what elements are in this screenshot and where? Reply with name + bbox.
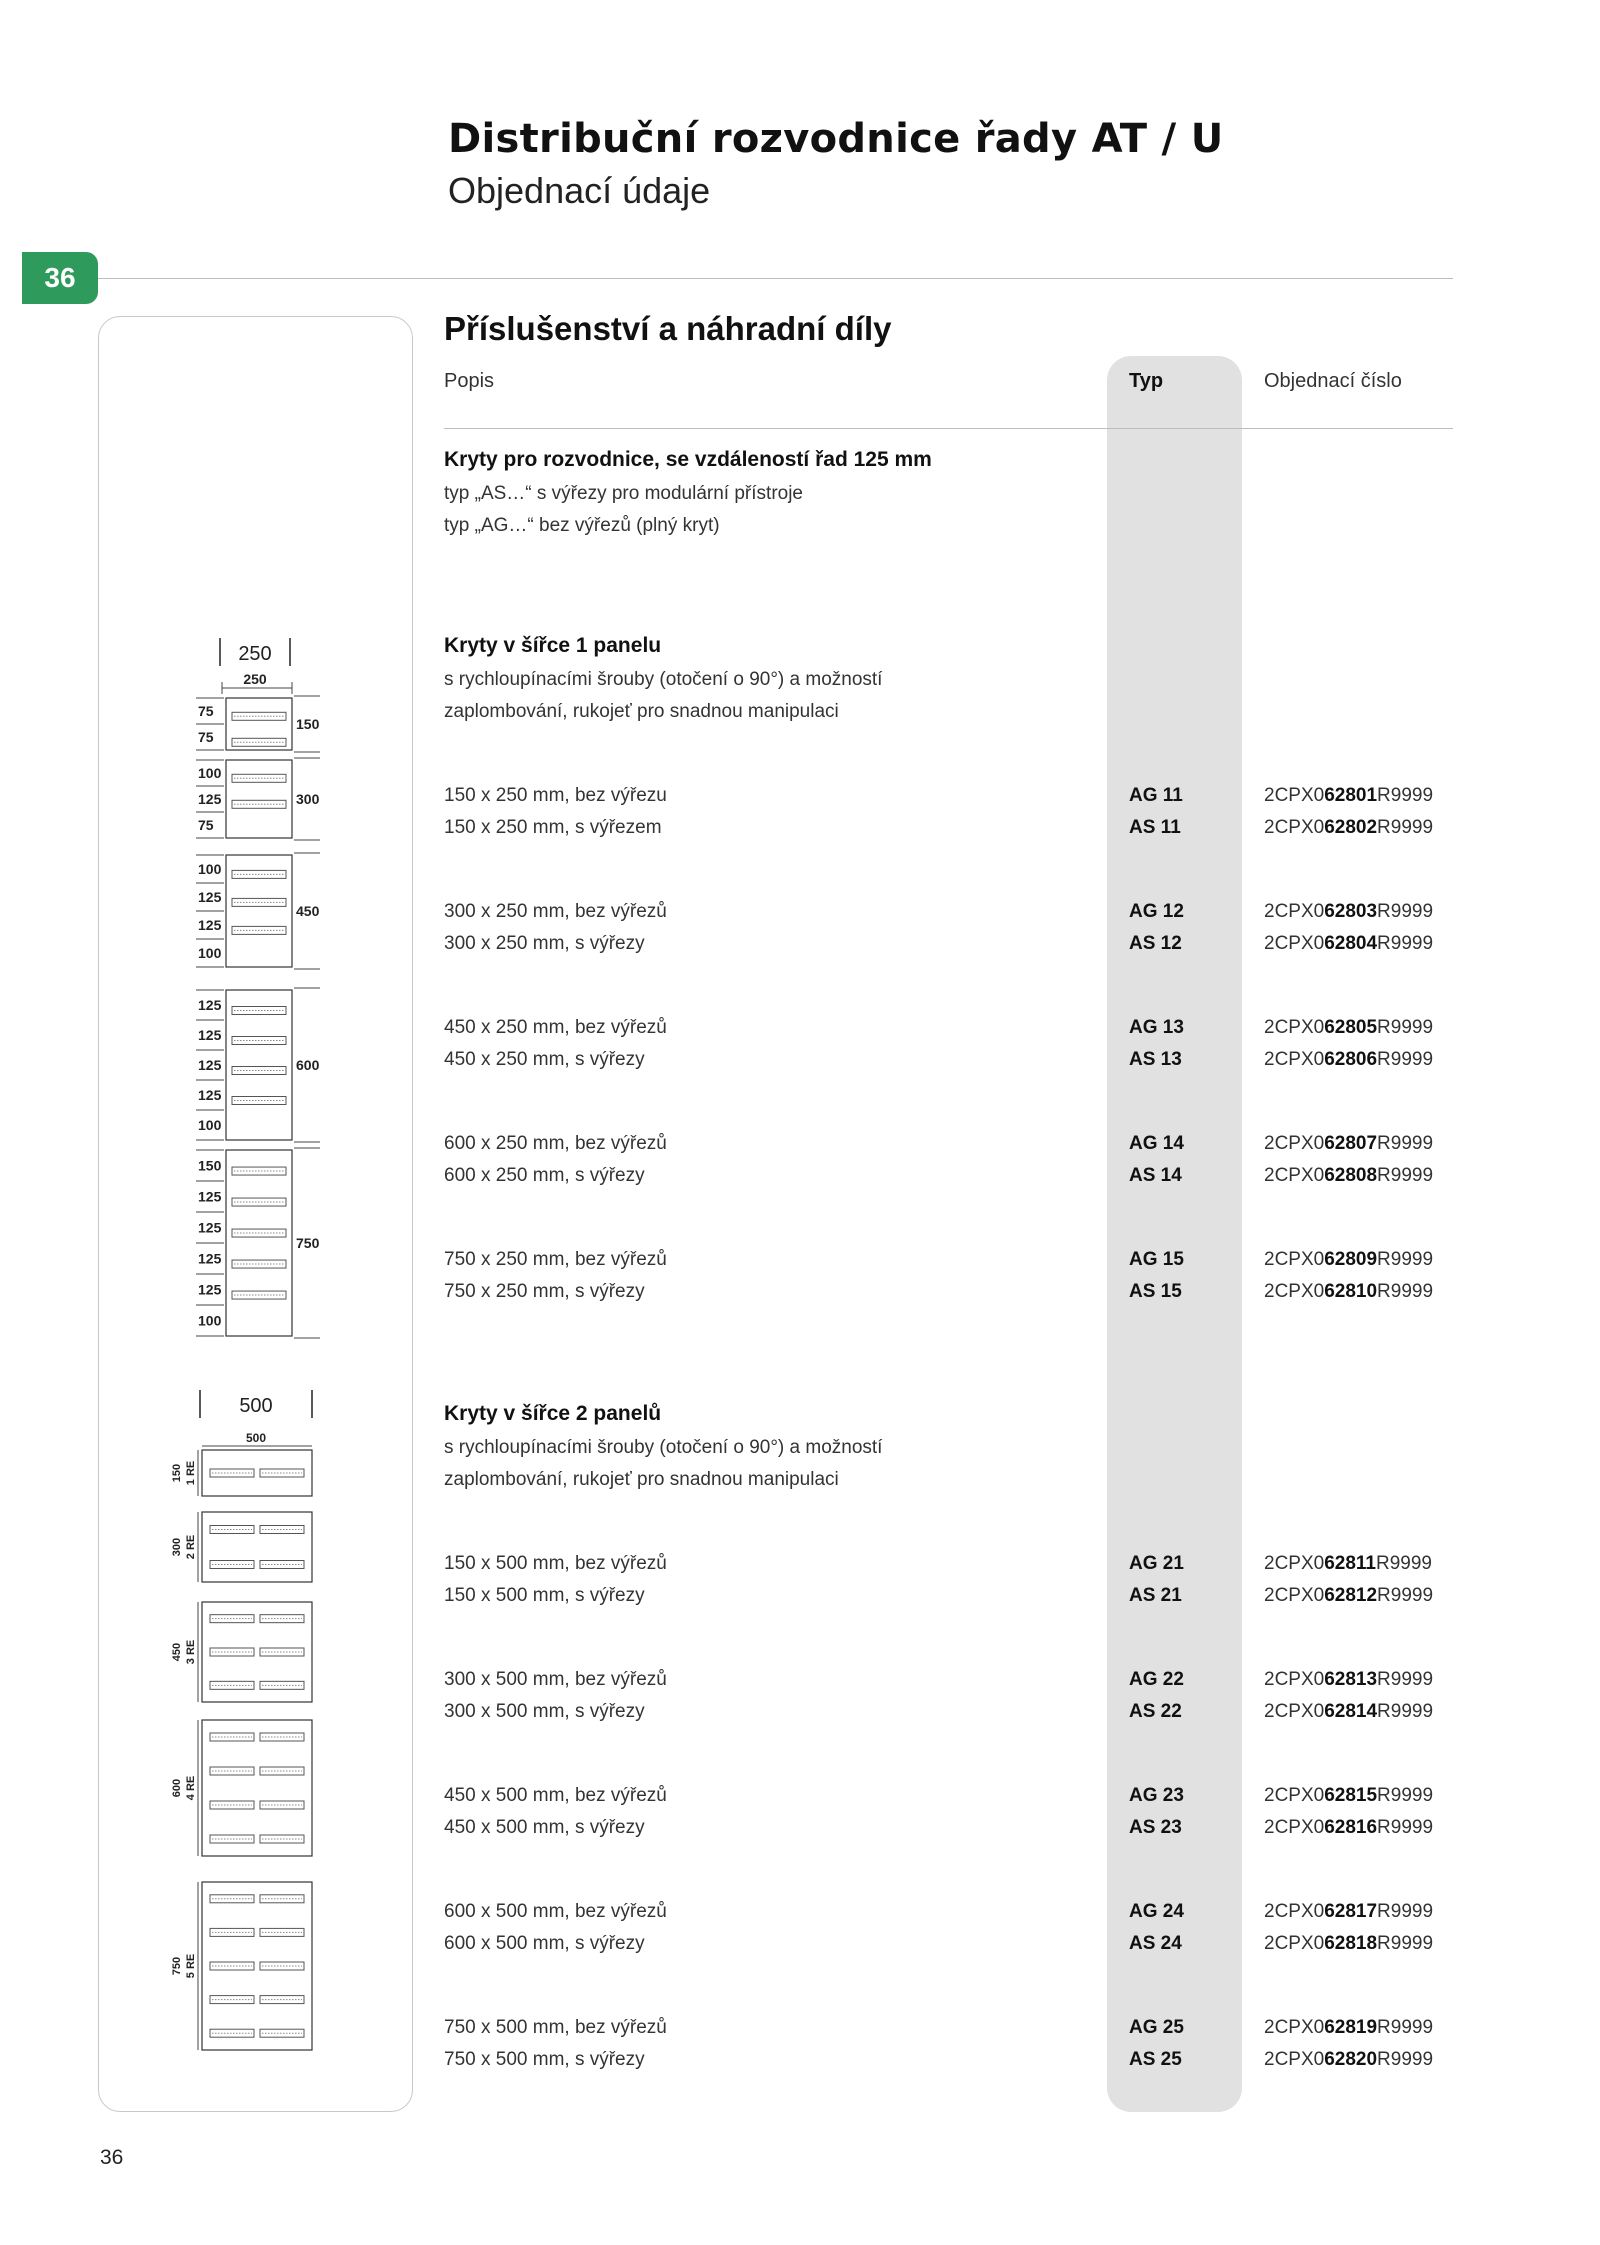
group2-description: s rychloupínacími šrouby (otočení o 90°) a možností	[444, 1437, 883, 1458]
group2-heading: Kryty v šířce 2 panelů	[444, 1402, 662, 1425]
segment-label: 125	[198, 917, 222, 933]
order-number-suffix: R9999	[1377, 1817, 1434, 1838]
order-number-core: 62801	[1324, 785, 1378, 806]
row-type: AG 24	[1129, 1901, 1184, 1922]
row-type: AG 15	[1129, 1249, 1184, 1270]
row-type: AS 21	[1129, 1585, 1182, 1606]
row-type: AG 12	[1129, 901, 1184, 922]
row-order-number	[1264, 785, 1433, 807]
group1-description: zaplombování, rukojeť pro snadnou manipulaci	[444, 701, 839, 722]
order-number-prefix: 2CPX0	[1264, 1017, 1325, 1038]
segment-label: 125	[198, 997, 222, 1013]
row-type: AS 22	[1129, 1701, 1182, 1722]
figure-1-panel-diagram	[98, 620, 413, 1340]
panel-height-label: 300	[296, 791, 320, 807]
row-type: AG 23	[1129, 1785, 1184, 1806]
row-description: 450 x 500 mm, s výřezy	[444, 1817, 645, 1838]
panel-height-label: 750	[296, 1235, 320, 1251]
order-number-core: 62808	[1324, 1165, 1378, 1186]
order-number-prefix: 2CPX0	[1264, 2049, 1325, 2070]
row-order-number	[1264, 1165, 1433, 1187]
order-number-core: 62819	[1324, 2017, 1378, 2038]
order-number-suffix: R9999	[1377, 2049, 1434, 2070]
segment-label: 75	[198, 729, 214, 745]
intro-line: typ „AG…“ bez výřezů (plný kryt)	[444, 515, 720, 536]
order-number-core: 62803	[1324, 901, 1378, 922]
row-order-number	[1264, 2049, 1433, 2071]
order-number-prefix: 2CPX0	[1264, 1901, 1325, 1922]
order-number-prefix: 2CPX0	[1264, 2017, 1325, 2038]
row-order-number	[1264, 1281, 1433, 1303]
row-order-number	[1264, 1933, 1433, 1955]
table-header-divider	[444, 428, 1453, 429]
row-type: AG 22	[1129, 1669, 1184, 1690]
row-type: AG 25	[1129, 2017, 1184, 2038]
order-number-prefix: 2CPX0	[1264, 1785, 1325, 1806]
row-description: 600 x 500 mm, s výřezy	[444, 1933, 645, 1954]
row-type: AS 15	[1129, 1281, 1182, 1302]
row-order-number	[1264, 1017, 1433, 1039]
row-description: 750 x 500 mm, bez výřezů	[444, 2017, 667, 2038]
panel-height-label: 450	[171, 1642, 183, 1662]
page-number: 36	[100, 2146, 124, 2169]
row-description: 750 x 250 mm, s výřezy	[444, 1281, 645, 1302]
order-number-prefix: 2CPX0	[1264, 817, 1325, 838]
figure-2-width-label: 500	[239, 1395, 273, 1417]
order-number-suffix: R9999	[1377, 1669, 1434, 1690]
segment-label: 100	[198, 861, 222, 877]
row-description: 750 x 250 mm, bez výřezů	[444, 1249, 667, 1270]
order-number-core: 62807	[1324, 1133, 1378, 1154]
panel-height-label: 600	[171, 1778, 183, 1798]
panel-rows-label: 1 RE	[185, 1460, 197, 1486]
order-number-prefix: 2CPX0	[1264, 1701, 1325, 1722]
order-number-suffix: R9999	[1377, 1281, 1434, 1302]
order-number-suffix: R9999	[1377, 2017, 1434, 2038]
order-number-prefix: 2CPX0	[1264, 1933, 1325, 1954]
order-number-prefix: 2CPX0	[1264, 1049, 1325, 1070]
typ-column-band	[1107, 356, 1242, 2112]
segment-label: 125	[198, 1188, 222, 1205]
row-order-number	[1264, 901, 1433, 923]
cover-panel-drawing	[196, 696, 320, 752]
order-number-suffix: R9999	[1377, 1585, 1434, 1606]
intro-line: typ „AS…“ s výřezy pro modulární přístroje	[444, 483, 803, 504]
row-order-number	[1264, 1553, 1432, 1575]
segment-label: 100	[198, 1312, 222, 1329]
row-description: 300 x 500 mm, bez výřezů	[444, 1669, 667, 1690]
segment-label: 125	[198, 1087, 222, 1103]
order-number-prefix: 2CPX0	[1264, 1585, 1325, 1606]
row-order-number	[1264, 933, 1433, 955]
order-number-prefix: 2CPX0	[1264, 1165, 1325, 1186]
row-type: AG 11	[1129, 785, 1183, 806]
order-number-core: 62810	[1324, 1281, 1378, 1302]
figure-1-sub-width-label: 250	[243, 671, 267, 687]
panel-rows-label: 3 RE	[185, 1639, 197, 1665]
row-type: AS 11	[1129, 817, 1181, 838]
row-description: 150 x 250 mm, s výřezem	[444, 817, 662, 838]
row-order-number	[1264, 1585, 1433, 1607]
order-number-core: 62813	[1324, 1669, 1378, 1690]
order-number-core: 62820	[1324, 2049, 1378, 2070]
order-number-suffix: R9999	[1377, 1933, 1434, 1954]
row-order-number	[1264, 1785, 1433, 1807]
order-number-prefix: 2CPX0	[1264, 1817, 1325, 1838]
cover-panel-drawing	[171, 1882, 312, 2050]
segment-label: 125	[198, 1057, 222, 1073]
group2-description: zaplombování, rukojeť pro snadnou manipulaci	[444, 1469, 839, 1490]
order-number-prefix: 2CPX0	[1264, 1669, 1325, 1690]
cover-panel-drawing	[196, 853, 320, 969]
row-type: AS 12	[1129, 933, 1182, 954]
order-number-suffix: R9999	[1377, 1049, 1434, 1070]
order-number-suffix: R9999	[1377, 1133, 1434, 1154]
order-number-core: 62815	[1324, 1785, 1378, 1806]
row-description: 150 x 500 mm, s výřezy	[444, 1585, 645, 1606]
panel-height-label: 750	[171, 1956, 183, 1976]
order-number-suffix: R9999	[1377, 1249, 1434, 1270]
order-number-suffix: R9999	[1377, 933, 1434, 954]
panel-height-label: 150	[296, 716, 320, 732]
order-number-suffix: R9999	[1377, 1785, 1434, 1806]
section-heading: Příslušenství a náhradní díly	[444, 310, 892, 347]
order-number-core: 62814	[1324, 1701, 1378, 1722]
order-number-prefix: 2CPX0	[1264, 1281, 1325, 1302]
segment-label: 125	[198, 1281, 222, 1298]
order-number-core: 62806	[1324, 1049, 1378, 1070]
panel-height-label: 450	[296, 903, 320, 919]
group1-description: s rychloupínacími šrouby (otočení o 90°) a možností	[444, 669, 883, 690]
segment-label: 100	[198, 1117, 222, 1133]
cover-panel-drawing	[196, 758, 320, 840]
order-number-core: 62804	[1324, 933, 1378, 954]
row-description: 150 x 500 mm, bez výřezů	[444, 1553, 667, 1574]
order-number-prefix: 2CPX0	[1264, 933, 1325, 954]
order-number-core: 62809	[1324, 1249, 1378, 1270]
row-type: AS 24	[1129, 1933, 1182, 1954]
column-header-typ: Typ	[1129, 370, 1164, 392]
intro-heading: Kryty pro rozvodnice, se vzdáleností řad 125 mm	[444, 448, 932, 471]
order-number-core: 62802	[1324, 817, 1378, 838]
row-description: 600 x 250 mm, s výřezy	[444, 1165, 645, 1186]
row-type: AG 21	[1129, 1553, 1184, 1574]
row-order-number	[1264, 1049, 1433, 1071]
order-number-core: 62805	[1324, 1017, 1378, 1038]
page-title: Distribuční rozvodnice řady AT / U	[448, 116, 1224, 162]
segment-label: 125	[198, 1250, 222, 1267]
group1-heading: Kryty v šířce 1 panelu	[444, 634, 662, 657]
panel-height-label: 300	[171, 1537, 183, 1557]
row-order-number	[1264, 1249, 1433, 1271]
order-number-prefix: 2CPX0	[1264, 785, 1325, 806]
row-order-number	[1264, 1133, 1433, 1155]
page-subtitle: Objednací údaje	[448, 170, 711, 211]
row-description: 450 x 250 mm, s výřezy	[444, 1049, 645, 1070]
order-number-suffix: R9999	[1377, 901, 1434, 922]
row-type: AS 25	[1129, 2049, 1182, 2070]
row-order-number	[1264, 2017, 1433, 2039]
row-type: AG 13	[1129, 1017, 1184, 1038]
segment-label: 75	[198, 817, 214, 833]
order-number-suffix: R9999	[1377, 817, 1434, 838]
segment-label: 125	[198, 791, 222, 807]
panel-rows-label: 2 RE	[185, 1534, 197, 1560]
segment-label: 125	[198, 1219, 222, 1236]
order-number-core: 62818	[1324, 1933, 1378, 1954]
row-type: AS 13	[1129, 1049, 1182, 1070]
order-number-suffix: R9999	[1377, 785, 1434, 806]
row-type: AS 14	[1129, 1165, 1182, 1186]
row-type: AG 14	[1129, 1133, 1184, 1154]
row-type: AS 23	[1129, 1817, 1182, 1838]
row-description: 750 x 500 mm, s výřezy	[444, 2049, 645, 2070]
row-description: 450 x 250 mm, bez výřezů	[444, 1017, 667, 1038]
cover-panel-drawing	[196, 988, 320, 1142]
order-number-prefix: 2CPX0	[1264, 1133, 1325, 1154]
figure-1-width-label: 250	[238, 643, 272, 665]
order-number-suffix: R9999	[1376, 1553, 1432, 1574]
order-number-core: 62811	[1324, 1553, 1376, 1574]
cover-panel-drawing	[171, 1512, 312, 1582]
segment-label: 125	[198, 1027, 222, 1043]
row-order-number	[1264, 1817, 1433, 1839]
panel-height-label: 150	[171, 1463, 183, 1483]
cover-panel-drawing	[196, 1148, 320, 1338]
row-description: 300 x 500 mm, s výřezy	[444, 1701, 645, 1722]
segment-label: 75	[198, 703, 214, 719]
row-order-number	[1264, 1701, 1433, 1723]
order-number-prefix: 2CPX0	[1264, 1249, 1325, 1270]
row-order-number	[1264, 1901, 1433, 1923]
panel-rows-label: 5 RE	[185, 1953, 197, 1979]
column-header-objednaci-cislo: Objednací číslo	[1264, 370, 1402, 392]
segment-label: 100	[198, 765, 222, 781]
order-number-suffix: R9999	[1377, 1901, 1434, 1922]
panel-rows-label: 4 RE	[185, 1775, 197, 1801]
order-number-suffix: R9999	[1377, 1165, 1434, 1186]
segment-label: 150	[198, 1157, 222, 1174]
segment-label: 100	[198, 945, 222, 961]
page-tab-badge: 36	[22, 252, 98, 304]
cover-panel-drawing	[171, 1602, 312, 1702]
order-number-core: 62817	[1324, 1901, 1378, 1922]
row-description: 450 x 500 mm, bez výřezů	[444, 1785, 667, 1806]
order-number-prefix: 2CPX0	[1264, 1553, 1325, 1574]
order-number-core: 62816	[1324, 1817, 1378, 1838]
figure-2-sub-width-label: 500	[245, 1431, 267, 1445]
header-divider	[98, 278, 1453, 279]
order-number-prefix: 2CPX0	[1264, 901, 1325, 922]
panel-height-label: 600	[296, 1057, 320, 1073]
order-number-core: 62812	[1324, 1585, 1378, 1606]
row-description: 300 x 250 mm, bez výřezů	[444, 901, 667, 922]
column-header-popis: Popis	[444, 370, 495, 392]
row-order-number	[1264, 817, 1433, 839]
order-number-suffix: R9999	[1377, 1701, 1434, 1722]
order-number-suffix: R9999	[1377, 1017, 1434, 1038]
figure-2-panel-diagram	[98, 1390, 413, 2100]
row-description: 600 x 500 mm, bez výřezů	[444, 1901, 667, 1922]
cover-panel-drawing	[171, 1450, 312, 1496]
row-description: 600 x 250 mm, bez výřezů	[444, 1133, 667, 1154]
segment-label: 125	[198, 889, 222, 905]
row-description: 300 x 250 mm, s výřezy	[444, 933, 645, 954]
cover-panel-drawing	[171, 1720, 312, 1856]
row-description: 150 x 250 mm, bez výřezu	[444, 785, 667, 806]
row-order-number	[1264, 1669, 1433, 1691]
